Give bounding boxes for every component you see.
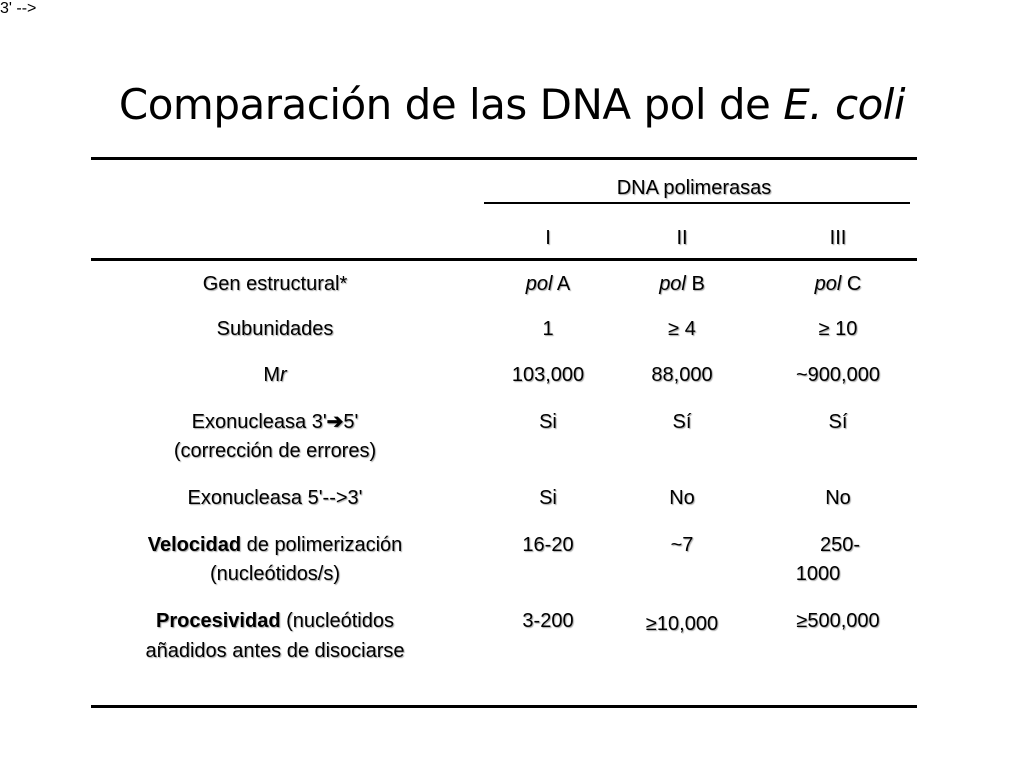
row-label-proc xyxy=(95,607,455,636)
col-header-i: I xyxy=(545,227,551,249)
cell-proc-ii: ≥10,000 xyxy=(645,613,719,635)
cell-sub-i: 1 xyxy=(542,318,554,340)
table-top-rule xyxy=(91,157,917,160)
row-label-exo35 xyxy=(95,408,455,437)
col-header-ii: II xyxy=(676,227,688,249)
table-header-rule xyxy=(91,258,917,261)
table-bottom-rule xyxy=(91,705,917,708)
cell-exo35-iii: Sí xyxy=(828,411,848,433)
cell-exo35-ii: Sí xyxy=(672,411,692,433)
title-italic: E. coli xyxy=(783,80,906,129)
exo35-a: Exonucleasa 3' xyxy=(191,411,327,433)
cell-gen-i xyxy=(488,270,608,299)
row-label-proc-line2: añadidos antes de disociarse xyxy=(145,640,405,662)
cell-vel-i: 16-20 xyxy=(522,534,574,556)
cell-exo53-iii: No xyxy=(825,487,851,509)
gene-letter: B xyxy=(685,273,705,295)
row-label-vel-line2: (nucleótidos/s) xyxy=(209,563,341,585)
cell-mr-iii: ~900,000 xyxy=(796,364,880,386)
cell-gen-ii xyxy=(622,270,742,299)
cell-exo53-ii: No xyxy=(669,487,695,509)
arrow-right-icon: ➔ xyxy=(326,411,344,433)
row-label-gen: Gen estructural* xyxy=(202,273,348,295)
gene-prefix: pol xyxy=(659,273,686,295)
gene-prefix: pol xyxy=(525,273,553,295)
cell-exo35-i: Si xyxy=(539,411,557,433)
vel-rest: de polimerización xyxy=(241,534,403,556)
cell-mr-ii: 88,000 xyxy=(651,364,713,386)
exo35-b: 5' xyxy=(343,411,359,433)
group-header: DNA polimerasas xyxy=(616,177,772,199)
row-label-exo35-line2: (corrección de errores) xyxy=(173,440,377,462)
vel-bold: Velocidad xyxy=(147,534,242,556)
cell-gen-iii xyxy=(778,270,898,299)
row-label-sub: Subunidades xyxy=(216,318,334,340)
proc-rest: (nucleótidos xyxy=(280,610,394,632)
row-label-mr xyxy=(95,361,455,390)
title-main: Comparación de las DNA pol de xyxy=(118,80,771,129)
proc-bold: Procesividad xyxy=(156,610,281,632)
cell-mr-i: 103,000 xyxy=(511,364,585,386)
cell-vel-ii: ~7 xyxy=(670,534,694,556)
cell-vel-iii-line2: 1000 xyxy=(795,563,841,585)
cell-proc-iii: ≥500,000 xyxy=(796,610,880,632)
gene-prefix: pol xyxy=(814,273,842,295)
gene-letter: A xyxy=(552,273,571,295)
cell-sub-iii: ≥ 10 xyxy=(818,318,858,340)
gene-letter: C xyxy=(841,273,862,295)
cell-sub-ii: ≥ 4 xyxy=(668,318,696,340)
mr-r: r xyxy=(280,364,287,386)
row-label-vel xyxy=(95,531,455,560)
slide-title xyxy=(0,80,1024,129)
cell-vel-iii: 250- xyxy=(819,534,861,556)
cell-proc-i: 3-200 xyxy=(522,610,574,632)
cell-exo53-i: Si xyxy=(539,487,557,509)
row-label-exo53: Exonucleasa 5'-->3' xyxy=(187,487,363,509)
col-header-iii: III xyxy=(829,227,847,249)
mr-m: M xyxy=(263,364,280,386)
